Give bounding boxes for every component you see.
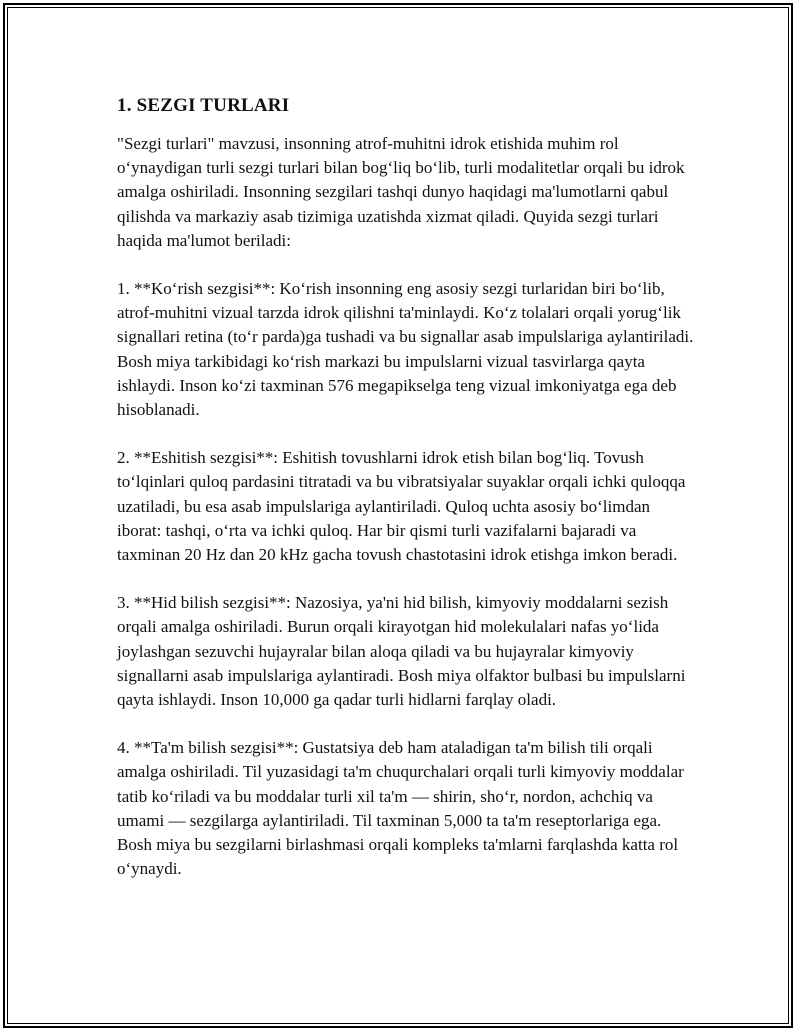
intro-paragraph: "Sezgi turlari" mavzusi, insonning atrof-muhitni idrok etishida muhim rol oʻynaydigan turli sezgi turlari bilan bogʻliq boʻlib, turli modalitetlar orqali bu idrok amalga oshiriladi. Insonning sezgilari tashqi dunyo haqidagi ma'lumotlarni qabul qilishda va markaziy asab tizimiga uzatishda xizmat qiladi. Quyida sezgi turlari haqida ma'lumot beriladi: [117, 134, 685, 250]
section-heading: 1. SEZGI TURLARI [117, 95, 290, 116]
paragraph-vision: 1. **Koʻrish sezgisi**: Koʻrish insonning eng asosiy sezgi turlaridan biri boʻlib, atrof-muhitni vizual tarzda idrok qilishni ta'minlaydi. Koʻz tolalari orqali yorugʻlik signallari retina (toʻr parda)ga tushadi va bu signallar asab impulslariga aylantiriladi. Bosh miya tarkibidagi koʻrish markazi bu impulslarni vizual tasvirlarga qayta ishlaydi. Inson koʻzi taxminan 576 megapikselga teng vizual imkoniyatga ega deb hisoblanadi. [117, 279, 694, 420]
paragraph-hearing: 2. **Eshitish sezgisi**: Eshitish tovushlarni idrok etish bilan bogʻliq. Tovush toʻlqinlari quloq pardasini titratadi va bu vibratsiyalar suyaklar orqali ichki quloqqa uzatiladi, bu esa asab impulslariga aylantiriladi. Quloq uchta asosiy boʻlimdan iborat: tashqi, oʻrta va ichki quloq. Har bir qismi turli vazifalarni bajaradi va taxminan 20 Hz dan 20 kHz gacha tovush chastotasini idrok etishga imkon beradi. [117, 448, 686, 565]
document-body [117, 94, 697, 905]
paragraph-taste: 4. **Ta'm bilish sezgisi**: Gustatsiya deb ham ataladigan ta'm bilish tili orqali amalga oshiriladi. Til yuzasidagi ta'm chuqurchalari orqali turli kimyoviy moddalar tatib koʻriladi va bu moddalar turli xil ta'm — shirin, shoʻr, nordon, achchiq va umami — sezgilarga aylantiriladi. Til taxminan 5,000 ta ta'm reseptorlariga ega. Bosh miya bu sezgilarni birlashmasi orqali kompleks ta'mlarni farqlashda katta rol oʻynaydi. [117, 738, 684, 879]
paragraph-smell: 3. **Hid bilish sezgisi**: Nazosiya, ya'ni hid bilish, kimyoviy moddalarni sezish orqali amalga oshiriladi. Burun orqali kirayotgan hid molekulalari nafas yoʻlida joylashgan sezuvchi hujayralar bilan aloqa qiladi va bu hujayralar kimyoviy signallarni asab impulslariga aylantiradi. Bosh miya olfaktor bulbasi bu impulslarni qayta ishlaydi. Inson 10,000 ga qadar turli hidlarni farqlay oladi. [117, 593, 686, 710]
